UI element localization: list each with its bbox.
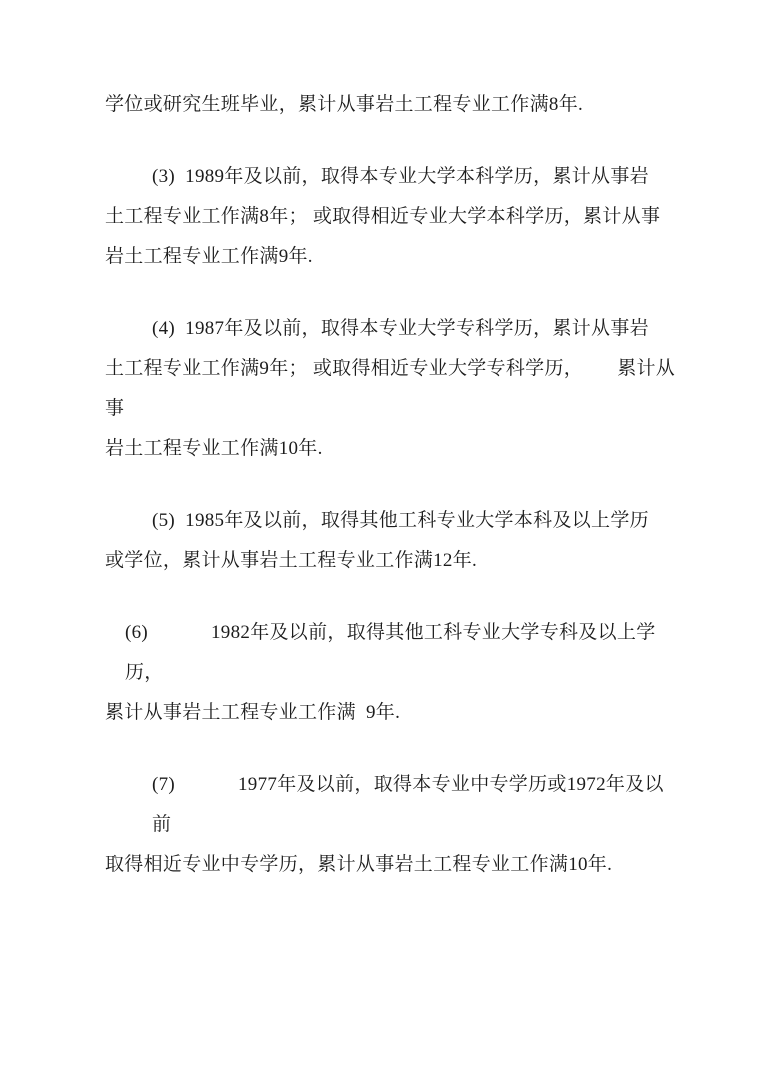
- paragraph-clause-6: [105, 613, 682, 733]
- text-line: 取得相近专业中专学历，累计从事岩土工程专业工作满10年.: [105, 854, 613, 875]
- text-line: 岩土工程专业工作满9年.: [105, 246, 313, 267]
- text-line: 岩土工程专业工作满10年.: [105, 438, 323, 459]
- paragraph-clause-3: [105, 157, 682, 277]
- text-line: 累计从事岩土工程专业工作满 9年.: [105, 702, 401, 723]
- text-line: 学位或研究生班毕业，累计从事岩土工程专业工作满8年.: [105, 94, 584, 115]
- text-line: (4) 1987年及以前，取得本专业大学专科学历，累计从事岩: [152, 318, 649, 339]
- paragraph-continuation: [105, 85, 682, 125]
- text-line: (7) 1977年及以前，取得本专业中专学历或1972年及以前: [152, 774, 664, 835]
- paragraph-clause-7: [105, 765, 682, 885]
- text-line: 或学位，累计从事岩土工程专业工作满12年.: [105, 550, 478, 571]
- text-line: 土工程专业工作满9年； 或取得相近专业大学专科学历， 累计从事: [105, 358, 676, 419]
- text-line: (6) 1982年及以前，取得其他工科专业大学专科及以上学历，: [125, 622, 656, 683]
- text-line: (3) 1989年及以前，取得本专业大学本科学历，累计从事岩: [152, 166, 649, 187]
- text-line: (5) 1985年及以前，取得其他工科专业大学本科及以上学历: [152, 510, 649, 531]
- text-line: 土工程专业工作满8年； 或取得相近专业大学本科学历，累计从事: [105, 206, 661, 227]
- paragraph-clause-4: [105, 309, 682, 469]
- paragraph-clause-5: [105, 501, 682, 581]
